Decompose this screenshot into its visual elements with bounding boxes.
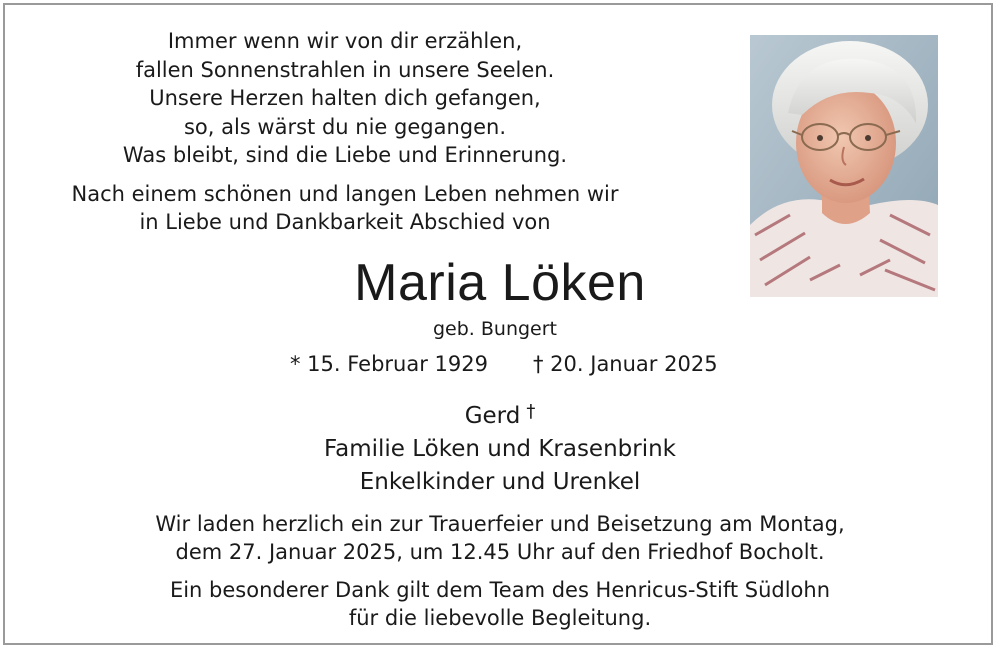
thanks-line: Ein besonderer Dank gilt dem Team des Henricus-Stift Südlohn bbox=[169, 578, 831, 602]
mourner-family: Familie Löken und Krasenbrink bbox=[323, 436, 677, 462]
death-date: † 20. Januar 2025 bbox=[533, 352, 718, 376]
thanks-line: für die liebevolle Begleitung. bbox=[348, 606, 652, 630]
spouse-name: Gerd bbox=[464, 403, 521, 429]
farewell-intro bbox=[65, 180, 625, 236]
birth-date: * 15. Februar 1929 bbox=[290, 352, 488, 376]
funeral-invitation bbox=[85, 510, 915, 566]
memorial-poem bbox=[65, 27, 625, 170]
invitation-line: dem 27. Januar 2025, um 12.45 Uhr auf den Friedhof Bocholt. bbox=[175, 540, 825, 564]
poem-line: Was bleibt, sind die Liebe und Erinnerung. bbox=[122, 143, 568, 167]
intro-line: Nach einem schönen und langen Leben nehmen wir bbox=[71, 182, 619, 206]
poem-line: Unsere Herzen halten dich gefangen, bbox=[149, 86, 541, 110]
mourners-list bbox=[5, 395, 993, 499]
acknowledgement bbox=[85, 576, 915, 632]
poem-line: so, als wärst du nie gegangen. bbox=[183, 114, 507, 139]
mourner-spouse bbox=[5, 395, 993, 433]
deceased-name: Maria Löken bbox=[354, 254, 646, 312]
invitation-line: Wir laden herzlich ein zur Trauerfeier und Beisetzung am Montag, bbox=[155, 512, 845, 536]
poem-line: fallen Sonnenstrahlen in unsere Seelen. bbox=[135, 57, 555, 82]
maiden-name: geb. Bungert bbox=[432, 318, 558, 340]
poem-line: Immer wenn wir von dir erzählen, bbox=[167, 29, 523, 53]
intro-line: in Liebe und Dankbarkeit Abschied von bbox=[139, 210, 551, 234]
mourner-descendants: Enkelkinder und Urenkel bbox=[359, 469, 641, 495]
obituary-notice bbox=[3, 3, 993, 645]
cross-icon: † bbox=[526, 401, 536, 422]
